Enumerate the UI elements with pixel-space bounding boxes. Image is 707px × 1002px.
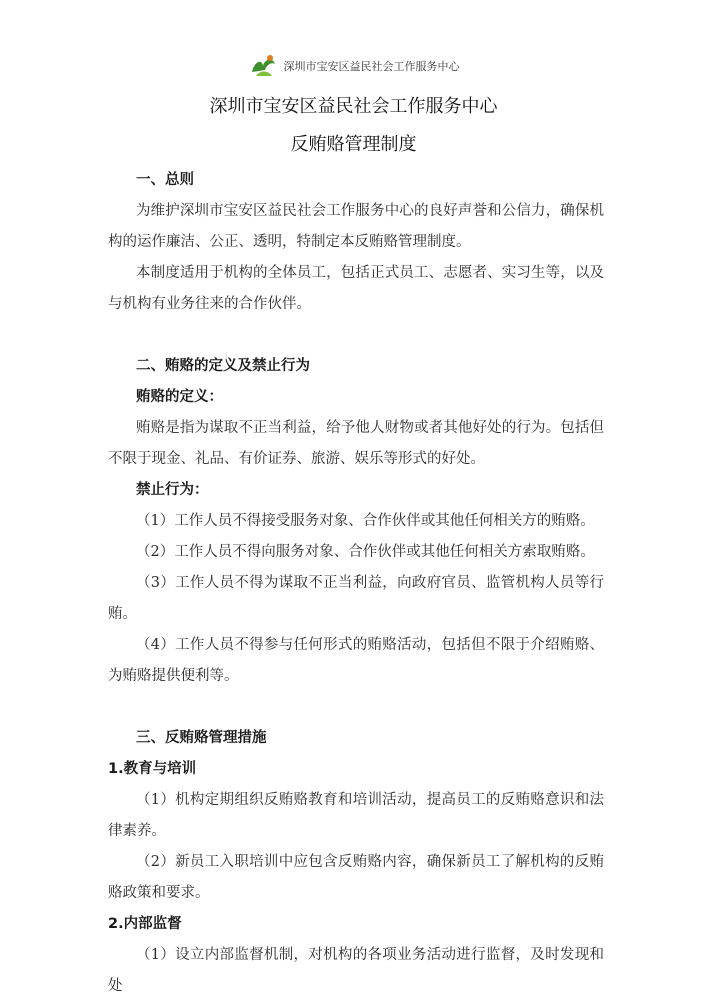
section-heading-measures: 三、反贿赂管理措施: [136, 730, 267, 746]
letterhead: [0, 52, 707, 80]
subheading-education: 1.教育与培训: [108, 761, 197, 777]
document-body: [108, 165, 604, 1002]
letterhead-org-name: 深圳市宝安区益民社会工作服务中心: [283, 60, 460, 73]
organization-logo-icon: [248, 52, 278, 80]
section-heading-bribery-definition: 二、贿赂的定义及禁止行为: [136, 358, 310, 374]
list-item: （3）工作人员不得为谋取不正当利益，向政府官员、监管机构人员等行贿。: [108, 575, 604, 622]
list-item: （2）新员工入职培训中应包含反贿赂内容，确保新员工了解机构的反贿赂政策和要求。: [108, 854, 604, 901]
subheading-internal-supervision: 2.内部监督: [108, 916, 182, 932]
section-heading-general: 一、总则: [136, 172, 194, 188]
spacer: [108, 692, 604, 723]
document-title-org: 深圳市宝安区益民社会工作服务中心: [209, 96, 498, 117]
list-item: （1）设立内部监督机制，对机构的各项业务活动进行监督，及时发现和处: [108, 947, 604, 994]
list-item: （1）机构定期组织反贿赂教育和培训活动，提高员工的反贿赂意识和法律素养。: [108, 792, 604, 839]
spacer: [108, 320, 604, 351]
paragraph-definition: 贿赂是指为谋取不正当利益，给予他人财物或者其他好处的行为。包括但不限于现金、礼品、有价证券、旅游、娱乐等形式的好处。: [108, 420, 604, 467]
document-title: 反贿赂管理制度: [290, 134, 417, 155]
list-item: （4）工作人员不得参与任何形式的贿赂活动，包括但不限于介绍贿赂、为贿赂提供便利等。: [108, 637, 604, 684]
subheading-prohibited: 禁止行为：: [136, 482, 209, 498]
paragraph-purpose: 为维护深圳市宝安区益民社会工作服务中心的良好声誉和公信力，确保机构的运作廉洁、公正、透明，特制定本反贿赂管理制度。: [108, 203, 604, 250]
subheading-definition: 贿赂的定义：: [136, 389, 223, 405]
paragraph-scope: 本制度适用于机构的全体员工，包括正式员工、志愿者、实习生等，以及与机构有业务往来的合作伙伴。: [108, 265, 604, 312]
list-item: （1）工作人员不得接受服务对象、合作伙伴或其他任何相关方的贿赂。: [136, 513, 595, 529]
list-item: （2）工作人员不得向服务对象、合作伙伴或其他任何相关方索取贿赂。: [136, 544, 595, 560]
